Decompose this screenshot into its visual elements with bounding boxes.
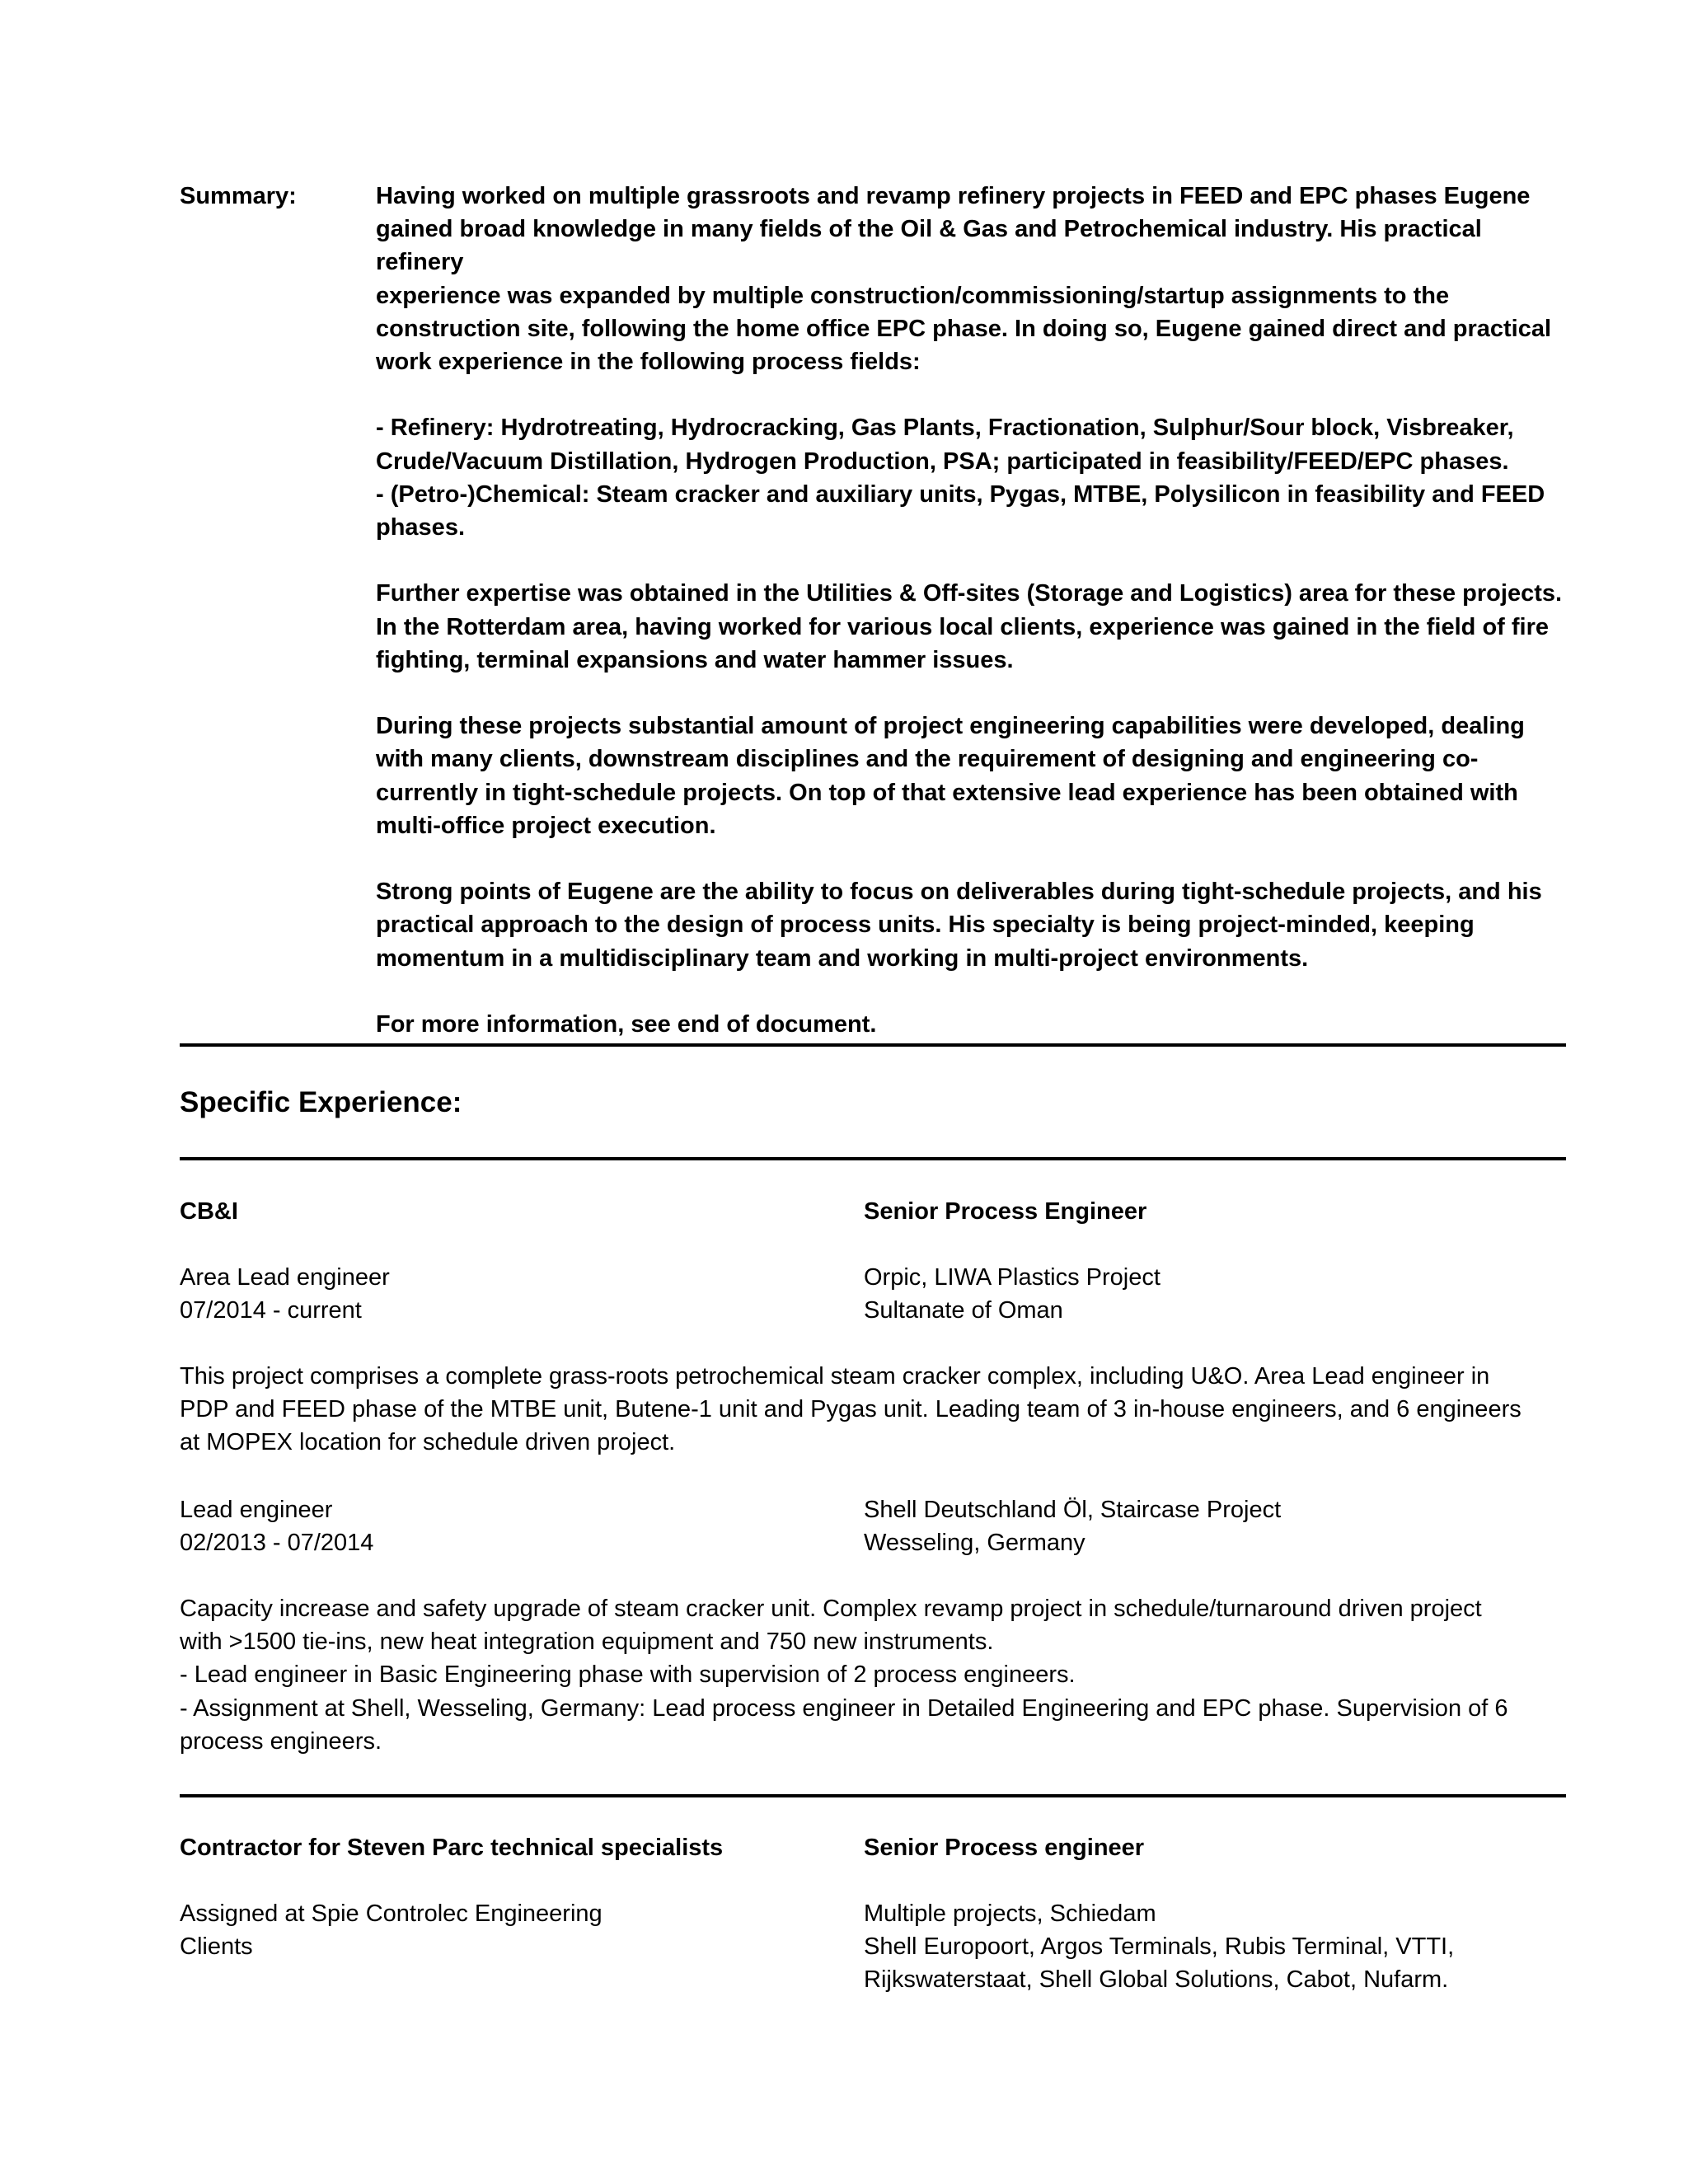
assignment-description: Capacity increase and safety upgrade of steam cracker unit. Complex revamp project in schedule/turnaround driven project with >1500 tie-ins, new heat integration equipment and 750 new instruments. - Lead engineer in Basic Engineering phase with supervision of 2 process engineers. - Assignment at Shell, Wesseling, Germany: Lead process engineer in Detailed Engineering and EPC phase. Supervision of 6 process engineers. (180, 1596, 1508, 1755)
employer-name: CB&I (180, 1198, 238, 1225)
summary-paragraph: For more information, see end of document. (376, 1011, 877, 1038)
assignment-project-name: Orpic, LIWA Plastics Project (864, 1264, 1160, 1291)
assignment-role: Area Lead engineer (180, 1264, 390, 1291)
assignment-project (864, 1493, 1566, 1559)
assignment-project-name: Shell Deutschland Öl, Staircase Project (864, 1497, 1282, 1523)
summary-paragraph: During these projects substantial amount of project engineering capabilities were developed, dealing with many clients, downstream disciplines and the requirement of designing and engineering co- currently in tight-schedule projects. On top of that extensive lead experience has been obtained with multi-office project execution. (376, 713, 1525, 839)
assignment-project (864, 1261, 1566, 1327)
resume-page (180, 0, 1566, 2184)
assignment-period: 02/2013 - 07/2014 (180, 1530, 374, 1556)
section-divider (180, 1043, 1566, 1047)
assignment-meta (180, 1493, 839, 1559)
assignment-project (864, 1897, 1566, 1996)
employer-name: Contractor for Steven Parc technical specialists (180, 1835, 724, 1861)
assignment-meta (180, 1261, 839, 1327)
section-divider (180, 1157, 1566, 1160)
assignment-location: Sultanate of Oman (864, 1297, 1063, 1324)
assignment-period: 07/2014 - current (180, 1297, 362, 1324)
assignment-location: Wesseling, Germany (864, 1530, 1085, 1556)
assignment-role: Lead engineer (180, 1497, 333, 1523)
assignment-role: Assigned at Spie Controlec Engineering Clients (180, 1900, 603, 1960)
assignment-project-name: Multiple projects, Schiedam (864, 1900, 1156, 1927)
summary-paragraph: - Refinery: Hydrotreating, Hydrocracking, Gas Plants, Fractionation, Sulphur/Sour block, Visbreaker, Crude/Vacuum Distillation, Hydrogen Production, PSA; participated in feasibility/FEED/EPC phases. - (Petro-)Chemical: Steam cracker and auxiliary units, Pygas, MTBE, Polysilicon in feasibility and FEED phases. (376, 415, 1545, 541)
summary-body (376, 180, 1566, 1074)
employer-position: Senior Process engineer (864, 1835, 1145, 1861)
summary-paragraph: Strong points of Eugene are the ability to focus on deliverables during tight-schedule projects, and his practical approach to the design of process units. His specialty is being project-minded, keeping momentum in a multidisciplinary team and working in multi-project environments. (376, 879, 1542, 972)
assignment-location: Shell Europoort, Argos Terminals, Rubis Terminal, VTTI, Rijkswaterstaat, Shell Global Solutions, Cabot, Nufarm. (864, 1933, 1455, 1993)
summary-paragraph: Having worked on multiple grassroots and revamp refinery projects in FEED and EPC phases Eugene gained broad knowledge in many fields of the Oil & Gas and Petrochemical industry. His practical refinery experience was expanded by multiple construction/commissioning/startup assignments to the construction site, following the home office EPC phase. In doing so, Eugene gained direct and practical work experience in the following process fields: (376, 183, 1552, 376)
employer-position: Senior Process Engineer (864, 1198, 1147, 1225)
assignment-description: This project comprises a complete grass-roots petrochemical steam cracker complex, including U&O. Area Lead engineer in PDP and FEED phase of the MTBE unit, Butene-1 unit and Pygas unit. Leading team of 3 in-house engineers, and 6 engineers at MOPEX location for schedule driven project. (180, 1363, 1522, 1456)
section-divider (180, 1794, 1566, 1797)
summary-label: Summary: (180, 183, 297, 209)
section-title: Specific Experience: (180, 1086, 462, 1118)
summary-paragraph: Further expertise was obtained in the Utilities & Off-sites (Storage and Logistics) area for these projects. In the Rotterdam area, having worked for various local clients, experience was gained in the field of fire fighting, terminal expansions and water hammer issues. (376, 580, 1563, 673)
